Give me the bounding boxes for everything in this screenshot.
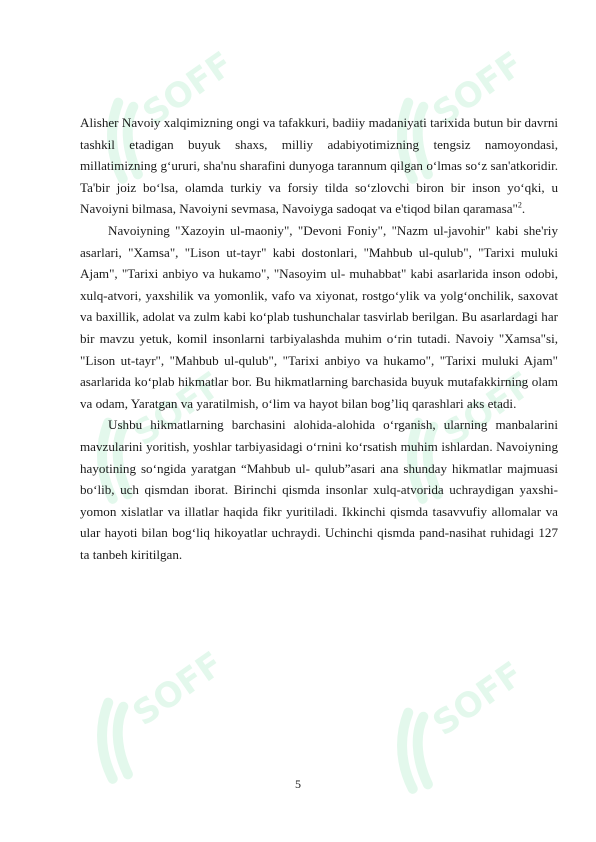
svg-text:SOFF: SOFF bbox=[125, 364, 231, 455]
svg-text:SOFF: SOFF bbox=[425, 654, 531, 745]
page-number: 5 bbox=[295, 777, 301, 791]
svg-text:SOFF: SOFF bbox=[435, 364, 541, 455]
paragraph-3: Ushbu hikmatlarning barchasini alohida-alohida o‘rganish, ularning manbalarini mavzularini yoritish, yoshlar tarbiyasidagi o‘rnini ko‘rsatish muhim ishlardan. Navoiyning hayotining so‘ngida yaratgan “Mahbub ul- qulub”asari ana shunday hikmatlar majmuasi bo‘lib, uch qismdan iborat. Birinchi qismda insonlar xulq-atvorida uchraydigan yaxshi-yomon xislatlar va illatlar haqida fikr yuritiladi. Ikkinchi qismda tasavvufiy allomalar va ular hayoti bilan bog‘liq hikoyatlar uchraydi. Uchinchi qismda pand-nasihat ruhidagi 127 ta tanbeh kiritilgan. bbox=[80, 417, 558, 562]
footnote-reference: 2 bbox=[517, 201, 522, 211]
svg-text:SOFF: SOFF bbox=[135, 44, 241, 135]
paragraph-tail: . bbox=[521, 201, 526, 217]
document-body bbox=[80, 112, 558, 565]
paragraph-text: Alisher Navoiy xalqimizning ongi va tafakkuri, badiiy madaniyati tarixida butun bir davrni tashkil etadigan buyuk shaxs, milliy adabiyotimizning tengsiz namoyondasi, millatimizning g‘ururi, sha'nu sharafini dunyoga tarannum qilgan o‘lmas so‘z san'atkoridir. Ta'bir joiz bo‘lsa, olamda turkiy va forsiy tilda so‘zlovchi biron bir inson yo‘qki, u Navoiyni bilmasa, Navoiyni sevmasa, Navoiyga sadoqat va e'tiqod bilan qaramasa" bbox=[80, 115, 558, 217]
paragraph-2: Navoiyning "Xazoyin ul-maoniy", "Devoni Foniy", "Nazm ul-javohir" kabi she'riy asarlari, "Xamsa", "Lison ut-tayr" kabi dostonlari, "Mahbub ul-qulub", "Tarixi muluki Ajam", "Tarixi anbiyo va hukamo", "Nasoyim ul- muhabbat" kabi asarlarida inson odobi, xulq-atvori, yaxshilik va yomonlik, vafo va xiyonat, rostgo‘ylik va yolg‘onchilik, saxovat va baxillik, adolat va zulm kabi ko‘plab tushunchalar tasvirlab berilgan. Bu asarlardagi har bir mavzu yetuk, komil insonlarni tarbiyalashda muhim o‘rin tutadi. Navoiy "Xamsa"si, "Lison ut-tayr", "Mahbub ul-qulub", "Tarixi anbiyo va hukamo", "Tarixi muluki Ajam" asarlarida ko‘plab hikmatlar bor. Bu hikmatlarning barchasida buyuk mutafakkirning olam va odam, Yaratgan va yaratilmish, o‘lim va hayot bilan bog’liq qarashlari aks etadi. bbox=[80, 222, 558, 411]
svg-text:SOFF: SOFF bbox=[425, 44, 531, 135]
paragraph-1 bbox=[80, 112, 558, 220]
svg-text:SOFF: SOFF bbox=[125, 644, 231, 735]
